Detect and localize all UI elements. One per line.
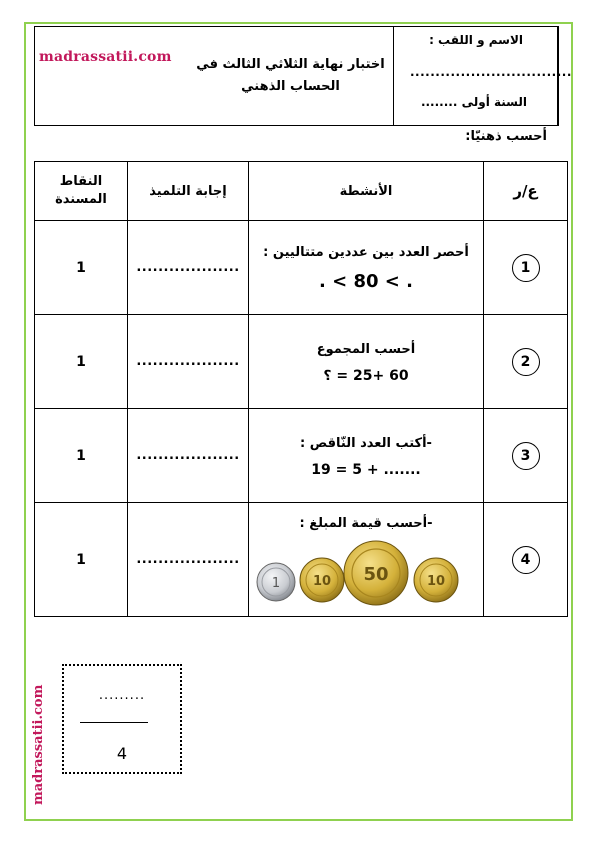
exam-title-line2: الحساب الذهني <box>241 79 340 94</box>
header-answer: إجابة التلميذ <box>128 162 249 221</box>
activity-title: -أكتب العدد النّاقص : <box>300 435 432 451</box>
row-points: 1 <box>35 503 128 617</box>
score-field[interactable]: ......... <box>98 688 146 703</box>
table-header-row <box>35 162 568 221</box>
activities-table <box>34 161 568 617</box>
coin-2-value: 10 <box>312 573 332 589</box>
header-number: ع/ر <box>484 162 568 221</box>
row-number: 1 <box>512 254 540 282</box>
table-row <box>35 409 568 503</box>
row-number: 3 <box>512 442 540 470</box>
activity-title: أحصر العدد بين عددين متتاليين : <box>263 245 469 260</box>
row-points: 1 <box>35 409 128 503</box>
activity-math: ....... + 5 = 19 <box>311 461 421 478</box>
coin-10-gold-2 <box>414 558 458 602</box>
coins-image <box>249 540 483 606</box>
activity-title: -أحسب قيمة المبلغ : <box>299 515 433 531</box>
row-points: 1 <box>35 221 128 315</box>
row-number: 4 <box>512 546 540 574</box>
student-info <box>394 27 572 125</box>
activity-math: . < 80 < . <box>319 271 413 292</box>
activity-cell <box>249 409 484 503</box>
activity-math: 60 +25 = ؟ <box>323 367 409 384</box>
name-field[interactable]: ................................ <box>410 65 572 79</box>
logo-cell <box>35 27 188 125</box>
answer-field[interactable]: ................... <box>128 221 249 315</box>
table-row <box>35 221 568 315</box>
row-points: 1 <box>35 315 128 409</box>
coin-3-value: 50 <box>363 563 389 585</box>
activity-cell <box>249 503 484 617</box>
coin-1-value: 1 <box>271 575 281 591</box>
coin-1-silver <box>257 563 295 601</box>
score-total: 4 <box>116 744 128 763</box>
activity-title: أحسب المجموع <box>316 341 416 357</box>
table-row <box>35 503 568 617</box>
coins-svg <box>256 540 476 606</box>
header-activities: الأنشطة <box>249 162 484 221</box>
coin-4-value: 10 <box>426 573 446 589</box>
answer-field[interactable]: ................... <box>128 315 249 409</box>
watermark-text: madrassatii.com <box>31 684 46 805</box>
answer-field[interactable]: ................... <box>128 503 249 617</box>
exam-title-line1: اختبار نهاية الثلاثي الثالث في <box>196 57 385 72</box>
header <box>34 26 572 126</box>
year-label: السنة أولى ........ <box>420 95 527 109</box>
coin-10-gold <box>300 558 344 602</box>
header-points: النقاط المسندة <box>35 162 128 221</box>
row-number-cell <box>484 409 568 503</box>
exam-title <box>188 27 394 125</box>
row-number-cell <box>484 315 568 409</box>
name-label: الاسم و اللقب : <box>429 33 523 47</box>
score-box <box>62 664 182 774</box>
activity-cell <box>249 315 484 409</box>
coin-50-gold <box>344 541 408 605</box>
side-watermark <box>26 650 48 810</box>
row-number-cell <box>484 221 568 315</box>
row-number: 2 <box>512 348 540 376</box>
site-logo: madrassatii.com <box>39 49 172 65</box>
activity-cell <box>249 221 484 315</box>
instruction: أحسب ذهنيّا: <box>465 129 547 144</box>
answer-field[interactable]: ................... <box>128 409 249 503</box>
fraction-line <box>80 722 148 723</box>
row-number-cell <box>484 503 568 617</box>
table-row <box>35 315 568 409</box>
